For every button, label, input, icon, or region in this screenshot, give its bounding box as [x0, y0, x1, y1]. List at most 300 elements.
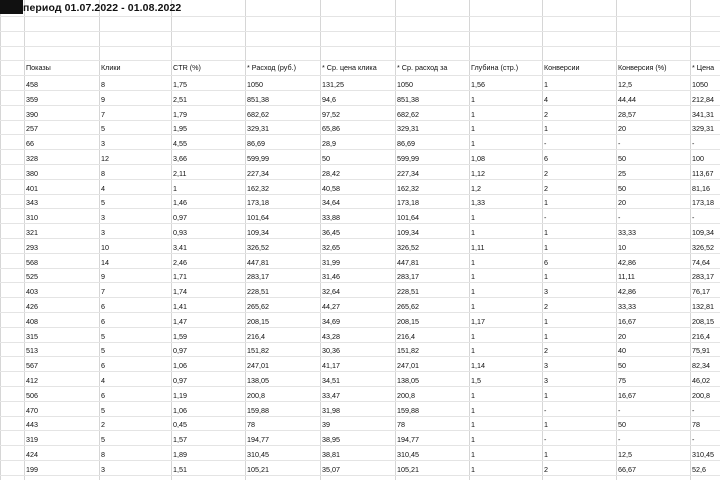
table-cell[interactable]: 86,69	[397, 139, 415, 148]
table-cell[interactable]: 16,67	[618, 317, 636, 326]
table-row	[0, 300, 720, 314]
table-cell[interactable]: 341,31	[692, 110, 714, 119]
table-cell[interactable]: 131,25	[322, 80, 344, 89]
table-cell[interactable]: 1	[471, 95, 475, 104]
table-cell[interactable]: 5	[101, 332, 105, 341]
row-gridline	[0, 46, 720, 47]
table-cell[interactable]: 458	[26, 80, 38, 89]
table-cell[interactable]: 4	[544, 95, 548, 104]
table-cell[interactable]: 1,5	[471, 376, 481, 385]
table-cell[interactable]: 31,99	[322, 258, 340, 267]
table-cell[interactable]: 424	[26, 450, 38, 459]
table-cell[interactable]: 2	[544, 169, 548, 178]
table-cell[interactable]: 321	[26, 228, 38, 237]
table-cell[interactable]: 1	[544, 243, 548, 252]
column-header[interactable]: * Расход (руб.)	[247, 63, 296, 72]
table-cell[interactable]: -	[692, 139, 695, 148]
table-cell[interactable]: 40	[618, 346, 626, 355]
table-cell[interactable]: 1,75	[173, 80, 187, 89]
table-cell[interactable]: 28,57	[618, 110, 636, 119]
table-cell[interactable]: 1	[471, 139, 475, 148]
table-cell[interactable]: 257	[26, 124, 38, 133]
table-cell[interactable]: 3	[101, 139, 105, 148]
table-cell[interactable]: 82,34	[692, 361, 710, 370]
table-cell[interactable]: 6	[101, 317, 105, 326]
table-cell[interactable]: 447,81	[397, 258, 419, 267]
table-cell[interactable]: 1,08	[471, 154, 485, 163]
row-gridline	[0, 16, 720, 17]
table-cell[interactable]: 50	[618, 420, 626, 429]
table-cell[interactable]: 4	[101, 184, 105, 193]
table-cell[interactable]: 212,84	[692, 95, 714, 104]
table-cell[interactable]: 31,46	[322, 272, 340, 281]
table-cell[interactable]: 1	[544, 198, 548, 207]
table-cell[interactable]: 159,88	[247, 406, 269, 415]
table-cell[interactable]: 851,38	[397, 95, 419, 104]
table-cell[interactable]: 1	[471, 228, 475, 237]
table-cell[interactable]: 151,82	[247, 346, 269, 355]
table-cell[interactable]: 216,4	[397, 332, 415, 341]
table-row	[0, 256, 720, 270]
table-cell[interactable]: 682,62	[247, 110, 269, 119]
table-cell[interactable]: 1	[544, 420, 548, 429]
table-cell[interactable]: 2	[101, 420, 105, 429]
table-cell[interactable]: 568	[26, 258, 38, 267]
table-cell[interactable]: 200,8	[397, 391, 415, 400]
table-cell[interactable]: 208,15	[397, 317, 419, 326]
table-cell[interactable]: 0,93	[173, 228, 187, 237]
table-cell[interactable]: 138,05	[247, 376, 269, 385]
table-cell[interactable]: 426	[26, 302, 38, 311]
table-cell[interactable]: 1,74	[173, 287, 187, 296]
table-cell[interactable]: 328	[26, 154, 38, 163]
column-header[interactable]: * Ср. цена клика	[322, 63, 377, 72]
table-cell[interactable]: 1	[544, 228, 548, 237]
table-cell[interactable]: 36,45	[322, 228, 340, 237]
table-cell[interactable]: 44,44	[618, 95, 636, 104]
table-cell[interactable]: 8	[101, 450, 105, 459]
table-cell[interactable]: 8	[101, 80, 105, 89]
table-cell[interactable]: 403	[26, 287, 38, 296]
table-cell[interactable]: 359	[26, 95, 38, 104]
column-header[interactable]: * Цена	[692, 63, 715, 72]
table-row	[0, 270, 720, 284]
table-cell[interactable]: 4	[101, 376, 105, 385]
table-cell[interactable]: 12,5	[618, 80, 632, 89]
table-cell[interactable]: 10	[101, 243, 109, 252]
table-cell[interactable]: 105,21	[247, 465, 269, 474]
table-cell[interactable]: 1	[471, 332, 475, 341]
table-row	[0, 152, 720, 166]
table-cell[interactable]: -	[618, 435, 621, 444]
table-cell[interactable]: 0,97	[173, 346, 187, 355]
table-cell[interactable]: 1,19	[173, 391, 187, 400]
table-cell[interactable]: 3,41	[173, 243, 187, 252]
table-cell[interactable]: 6	[101, 302, 105, 311]
table-cell[interactable]: 470	[26, 406, 38, 415]
table-cell[interactable]: 31,98	[322, 406, 340, 415]
table-cell[interactable]: 1	[471, 450, 475, 459]
table-cell[interactable]: 227,34	[247, 169, 269, 178]
table-cell[interactable]: 227,34	[397, 169, 419, 178]
table-cell[interactable]: 100	[692, 154, 704, 163]
table-cell[interactable]: 5	[101, 435, 105, 444]
table-cell[interactable]: 1	[471, 110, 475, 119]
table-cell[interactable]: 1,56	[471, 80, 485, 89]
table-cell[interactable]: 3	[544, 361, 548, 370]
table-cell[interactable]: 2,11	[173, 169, 187, 178]
table-cell[interactable]: 101,64	[397, 213, 419, 222]
table-cell[interactable]: 30,36	[322, 346, 340, 355]
table-cell[interactable]: 1,51	[173, 465, 187, 474]
table-cell[interactable]: 194,77	[397, 435, 419, 444]
table-cell[interactable]: 8	[101, 169, 105, 178]
table-row	[0, 182, 720, 196]
column-header[interactable]: Клики	[101, 63, 121, 72]
table-cell[interactable]: 265,62	[397, 302, 419, 311]
table-cell[interactable]: 7	[101, 287, 105, 296]
table-cell[interactable]: 443	[26, 420, 38, 429]
table-row	[0, 122, 720, 136]
table-cell[interactable]: 1	[471, 258, 475, 267]
table-cell[interactable]: 343	[26, 198, 38, 207]
table-cell[interactable]: 9	[101, 95, 105, 104]
table-cell[interactable]: 75,91	[692, 346, 710, 355]
period-title[interactable]: период 01.07.2022 - 01.08.2022	[23, 2, 182, 14]
table-cell[interactable]: -	[544, 139, 547, 148]
table-cell[interactable]: 1	[471, 213, 475, 222]
table-cell[interactable]: 329,31	[692, 124, 714, 133]
table-row	[0, 374, 720, 388]
table-cell[interactable]: 1	[471, 287, 475, 296]
table-cell[interactable]: 199	[26, 465, 38, 474]
table-cell[interactable]: 599,99	[397, 154, 419, 163]
table-cell[interactable]: 1,71	[173, 272, 187, 281]
table-cell[interactable]: 159,88	[397, 406, 419, 415]
table-cell[interactable]: 513	[26, 346, 38, 355]
table-cell[interactable]: 216,4	[247, 332, 265, 341]
table-cell[interactable]: 1,57	[173, 435, 187, 444]
table-cell[interactable]: 310,45	[397, 450, 419, 459]
table-cell[interactable]: 5	[101, 198, 105, 207]
table-cell[interactable]: 208,15	[692, 317, 714, 326]
table-cell[interactable]: 173,18	[247, 198, 269, 207]
table-cell[interactable]: 1,95	[173, 124, 187, 133]
table-cell[interactable]: 33,33	[618, 228, 636, 237]
table-cell[interactable]: 0,97	[173, 376, 187, 385]
table-cell[interactable]: 2	[544, 184, 548, 193]
table-cell[interactable]: 1,46	[173, 198, 187, 207]
table-cell[interactable]: -	[692, 406, 695, 415]
table-cell[interactable]: 329,31	[397, 124, 419, 133]
table-row	[0, 463, 720, 477]
table-cell[interactable]: 1,89	[173, 450, 187, 459]
table-cell[interactable]: 1	[544, 332, 548, 341]
table-cell[interactable]: 38,95	[322, 435, 340, 444]
table-cell[interactable]: 851,38	[247, 95, 269, 104]
table-cell[interactable]: 6	[544, 154, 548, 163]
table-cell[interactable]: 3	[101, 228, 105, 237]
table-row	[0, 433, 720, 447]
table-cell[interactable]: 1,17	[471, 317, 485, 326]
table-cell[interactable]: 39	[322, 420, 330, 429]
table-cell[interactable]: 3	[544, 376, 548, 385]
table-cell[interactable]: 1,2	[471, 184, 481, 193]
column-header[interactable]: Конверсия (%)	[618, 63, 667, 72]
table-cell[interactable]: 1	[471, 272, 475, 281]
row-gridline	[0, 31, 720, 32]
table-cell[interactable]: -	[692, 435, 695, 444]
table-cell[interactable]: -	[544, 406, 547, 415]
table-cell[interactable]: 94,6	[322, 95, 336, 104]
table-cell[interactable]: 1	[471, 302, 475, 311]
table-cell[interactable]: 247,01	[397, 361, 419, 370]
table-cell[interactable]: 1	[173, 184, 177, 193]
table-cell[interactable]: 33,47	[322, 391, 340, 400]
table-cell[interactable]: 6	[544, 258, 548, 267]
table-cell[interactable]: 40,58	[322, 184, 340, 193]
table-cell[interactable]: 86,69	[247, 139, 265, 148]
table-cell[interactable]: 1,12	[471, 169, 485, 178]
table-cell[interactable]: -	[692, 213, 695, 222]
table-cell[interactable]: 1,79	[173, 110, 187, 119]
row-gridline	[0, 75, 720, 76]
table-cell[interactable]: 310,45	[247, 450, 269, 459]
table-cell[interactable]: 78	[397, 420, 405, 429]
table-cell[interactable]: 326,52	[692, 243, 714, 252]
table-cell[interactable]: 66	[26, 139, 34, 148]
column-header[interactable]: * Ср. расход за	[397, 63, 448, 72]
table-cell[interactable]: -	[544, 213, 547, 222]
table-row	[0, 344, 720, 358]
table-cell[interactable]: 12	[101, 154, 109, 163]
table-cell[interactable]: 1050	[692, 80, 708, 89]
table-cell[interactable]: 506	[26, 391, 38, 400]
column-header[interactable]: Конверсии	[544, 63, 580, 72]
table-cell[interactable]: 1	[544, 272, 548, 281]
table-cell[interactable]: 151,82	[397, 346, 419, 355]
table-cell[interactable]: 1	[471, 465, 475, 474]
table-cell[interactable]: 216,4	[692, 332, 710, 341]
table-cell[interactable]: 6	[101, 361, 105, 370]
table-cell[interactable]: 34,69	[322, 317, 340, 326]
table-cell[interactable]: -	[544, 435, 547, 444]
table-cell[interactable]: 32,64	[322, 287, 340, 296]
table-cell[interactable]: 5	[101, 406, 105, 415]
table-cell[interactable]: 412	[26, 376, 38, 385]
table-cell[interactable]: 28,9	[322, 139, 336, 148]
table-cell[interactable]: 52,6	[692, 465, 706, 474]
table-cell[interactable]: 33,33	[618, 302, 636, 311]
table-cell[interactable]: 28,42	[322, 169, 340, 178]
table-cell[interactable]: 65,86	[322, 124, 340, 133]
table-cell[interactable]: 42,86	[618, 258, 636, 267]
table-cell[interactable]: 46,02	[692, 376, 710, 385]
table-cell[interactable]: 7	[101, 110, 105, 119]
table-cell[interactable]: 1	[471, 435, 475, 444]
table-cell[interactable]: 1	[471, 124, 475, 133]
table-cell[interactable]: 113,67	[692, 169, 714, 178]
table-cell[interactable]: 283,17	[692, 272, 714, 281]
table-cell[interactable]: 34,51	[322, 376, 340, 385]
table-cell[interactable]: 293	[26, 243, 38, 252]
table-cell[interactable]: 16,67	[618, 391, 636, 400]
table-cell[interactable]: 2,46	[173, 258, 187, 267]
table-cell[interactable]: 265,62	[247, 302, 269, 311]
table-cell[interactable]: 310,45	[692, 450, 714, 459]
table-cell[interactable]: 1	[544, 391, 548, 400]
table-cell[interactable]: 0,45	[173, 420, 187, 429]
table-cell[interactable]: 5	[101, 346, 105, 355]
table-cell[interactable]: 2	[544, 110, 548, 119]
table-cell[interactable]: 5	[101, 124, 105, 133]
table-cell[interactable]: 329,31	[247, 124, 269, 133]
table-cell[interactable]: 41,17	[322, 361, 340, 370]
table-cell[interactable]: 20	[618, 332, 626, 341]
table-cell[interactable]: 43,28	[322, 332, 340, 341]
table-cell[interactable]: 1,11	[471, 243, 485, 252]
table-cell[interactable]: 319	[26, 435, 38, 444]
table-cell[interactable]: 76,17	[692, 287, 710, 296]
corner-cell-block[interactable]	[0, 0, 23, 14]
table-cell[interactable]: 408	[26, 317, 38, 326]
table-cell[interactable]: 390	[26, 110, 38, 119]
table-cell[interactable]: 14	[101, 258, 109, 267]
table-cell[interactable]: 1	[471, 346, 475, 355]
table-cell[interactable]: 1,33	[471, 198, 485, 207]
table-cell[interactable]: 25	[618, 169, 626, 178]
table-cell[interactable]: 1	[544, 80, 548, 89]
table-cell[interactable]: 105,21	[397, 465, 419, 474]
table-cell[interactable]: 2,51	[173, 95, 187, 104]
table-cell[interactable]: -	[618, 406, 621, 415]
table-cell[interactable]: 1050	[247, 80, 263, 89]
table-cell[interactable]: 3,66	[173, 154, 187, 163]
table-cell[interactable]: 380	[26, 169, 38, 178]
table-cell[interactable]: 42,86	[618, 287, 636, 296]
table-cell[interactable]: 101,64	[247, 213, 269, 222]
table-cell[interactable]: 200,8	[692, 391, 710, 400]
table-cell[interactable]: -	[618, 139, 621, 148]
table-cell[interactable]: 81,16	[692, 184, 710, 193]
table-cell[interactable]: 1,06	[173, 361, 187, 370]
table-cell[interactable]: 1	[544, 450, 548, 459]
table-cell[interactable]: 3	[101, 465, 105, 474]
table-cell[interactable]: 11,11	[618, 272, 635, 281]
table-cell[interactable]: 283,17	[397, 272, 419, 281]
table-cell[interactable]: 78	[247, 420, 255, 429]
table-cell[interactable]: 208,15	[247, 317, 269, 326]
column-header[interactable]: CTR (%)	[173, 63, 201, 72]
table-cell[interactable]: 74,64	[692, 258, 710, 267]
table-cell[interactable]: 20	[618, 124, 626, 133]
table-cell[interactable]: 315	[26, 332, 38, 341]
column-header[interactable]: Глубина (стр.)	[471, 63, 519, 72]
table-cell[interactable]: 138,05	[397, 376, 419, 385]
table-cell[interactable]: 2	[544, 346, 548, 355]
table-cell[interactable]: 247,01	[247, 361, 269, 370]
table-cell[interactable]: 109,34	[247, 228, 269, 237]
table-row	[0, 330, 720, 344]
table-cell[interactable]: 6	[101, 391, 105, 400]
table-cell[interactable]: 283,17	[247, 272, 269, 281]
table-cell[interactable]: 200,8	[247, 391, 265, 400]
table-cell[interactable]: 326,52	[247, 243, 269, 252]
table-cell[interactable]: 173,18	[692, 198, 714, 207]
table-cell[interactable]: 1050	[397, 80, 413, 89]
table-cell[interactable]: 326,52	[397, 243, 419, 252]
table-cell[interactable]: 1,41	[173, 302, 187, 311]
table-cell[interactable]: 12,5	[618, 450, 632, 459]
table-cell[interactable]: 35,07	[322, 465, 340, 474]
table-cell[interactable]: 97,52	[322, 110, 340, 119]
column-header[interactable]: Показы	[26, 63, 51, 72]
table-cell[interactable]: 20	[618, 198, 626, 207]
table-cell[interactable]: 132,81	[692, 302, 714, 311]
table-cell[interactable]: 50	[322, 154, 330, 163]
table-cell[interactable]: 567	[26, 361, 38, 370]
table-row	[0, 418, 720, 432]
table-cell[interactable]: 3	[101, 213, 105, 222]
table-cell[interactable]: 38,81	[322, 450, 340, 459]
table-cell[interactable]: 3	[544, 287, 548, 296]
table-cell[interactable]: 34,64	[322, 198, 340, 207]
table-cell[interactable]: 78	[692, 420, 700, 429]
table-cell[interactable]: 1	[544, 124, 548, 133]
table-cell[interactable]: 228,51	[247, 287, 269, 296]
table-cell[interactable]: 310	[26, 213, 38, 222]
table-cell[interactable]: 50	[618, 154, 626, 163]
table-cell[interactable]: 173,18	[397, 198, 419, 207]
table-cell[interactable]: 1	[471, 406, 475, 415]
table-cell[interactable]: 0,97	[173, 213, 187, 222]
table-cell[interactable]: 599,99	[247, 154, 269, 163]
table-cell[interactable]: 75	[618, 376, 626, 385]
table-cell[interactable]: 1,06	[173, 406, 187, 415]
table-cell[interactable]: 162,32	[247, 184, 269, 193]
table-row	[0, 448, 720, 462]
table-row	[0, 389, 720, 403]
table-cell[interactable]: 44,27	[322, 302, 340, 311]
table-cell[interactable]: 50	[618, 361, 626, 370]
table-cell[interactable]: 447,81	[247, 258, 269, 267]
table-cell[interactable]: 1	[471, 391, 475, 400]
table-cell[interactable]: 1,47	[173, 317, 187, 326]
table-cell[interactable]: 33,88	[322, 213, 340, 222]
table-cell[interactable]: 109,34	[397, 228, 419, 237]
table-cell[interactable]: 194,77	[247, 435, 269, 444]
table-cell[interactable]: 109,34	[692, 228, 714, 237]
table-cell[interactable]: 401	[26, 184, 38, 193]
table-cell[interactable]: 9	[101, 272, 105, 281]
table-cell[interactable]: 66,67	[618, 465, 636, 474]
table-cell[interactable]: 682,62	[397, 110, 419, 119]
table-cell[interactable]: 1	[544, 317, 548, 326]
table-cell[interactable]: 228,51	[397, 287, 419, 296]
table-cell[interactable]: 4,55	[173, 139, 187, 148]
table-cell[interactable]: 1	[471, 420, 475, 429]
table-cell[interactable]: 32,65	[322, 243, 340, 252]
table-cell[interactable]: 1,14	[471, 361, 485, 370]
table-cell[interactable]: 50	[618, 184, 626, 193]
table-cell[interactable]: -	[618, 213, 621, 222]
table-cell[interactable]: 2	[544, 302, 548, 311]
table-cell[interactable]: 162,32	[397, 184, 419, 193]
table-cell[interactable]: 10	[618, 243, 626, 252]
table-cell[interactable]: 525	[26, 272, 38, 281]
table-cell[interactable]: 1,59	[173, 332, 187, 341]
table-cell[interactable]: 2	[544, 465, 548, 474]
